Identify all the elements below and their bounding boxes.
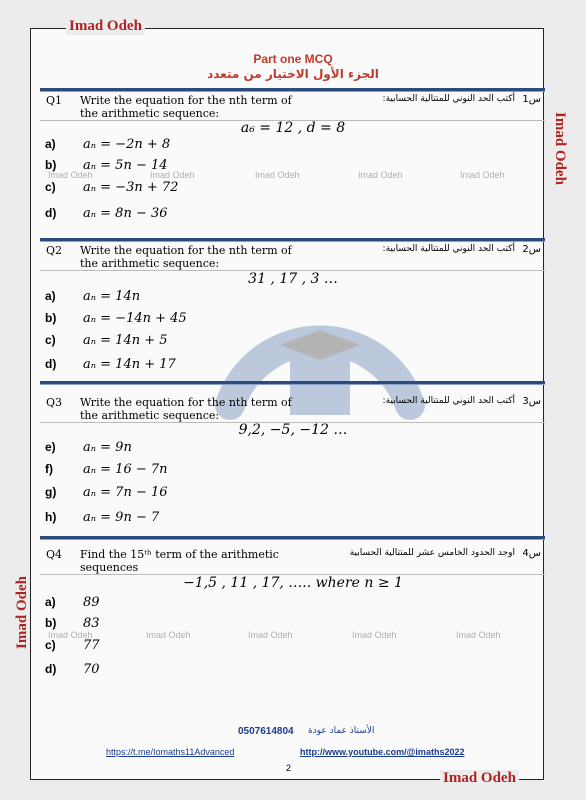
question-given: 31 , 17 , 3 … (248, 271, 338, 287)
watermark-text: Imad Odeh (150, 170, 195, 180)
option-expression: aₙ = 14n + 5 (83, 333, 168, 348)
question-given: −1,5 , 11 , 17, ….. where n ≥ 1 (183, 575, 403, 591)
watermark-text: Imad Odeh (146, 630, 191, 640)
watermark-text: Imad Odeh (48, 170, 93, 180)
option-expression: 83 (83, 616, 100, 631)
question-number: Q4 (46, 548, 63, 561)
option[interactable] (45, 510, 159, 525)
option-expression: 77 (83, 638, 100, 653)
watermark-top: Imad Odeh (66, 18, 145, 35)
question-text-en: Write the equation for the nth term of the arithmetic sequence: (80, 396, 292, 422)
question-number-ar: س2 (522, 244, 541, 255)
option-letter: d) (45, 357, 57, 371)
footer-phone: 0507614804 (238, 726, 294, 737)
watermark-text: Imad Odeh (352, 630, 397, 640)
option[interactable] (45, 462, 168, 477)
option-letter: e) (45, 440, 56, 454)
watermark-text: Imad Odeh (358, 170, 403, 180)
question-number-ar: س1 (522, 94, 541, 105)
question-text-en: Find the 15ᵗʰ term of the arithmetic sequences (80, 548, 279, 574)
question-number: Q2 (46, 244, 63, 257)
watermark-text: Imad Odeh (48, 630, 93, 640)
question-text-ar: أكتب الحد النوني للمتتالية الحسابية: (382, 94, 515, 104)
option-expression: aₙ = 16 − 7n (83, 462, 168, 477)
watermark-text: Imad Odeh (456, 630, 501, 640)
watermark-text: Imad Odeh (248, 630, 293, 640)
option[interactable] (45, 440, 132, 455)
section-title-ar: الجزء الأول الاختيار من متعدد (207, 67, 379, 81)
option-expression: aₙ = 14n + 17 (83, 357, 176, 372)
option-expression: aₙ = −14n + 45 (83, 311, 187, 326)
question-text-en: Write the equation for the nth term of the arithmetic sequence: (80, 244, 292, 270)
question-divider (40, 536, 545, 540)
option-letter: c) (45, 333, 56, 347)
youtube-link[interactable]: http://www.youtube.com/@imaths2022 (300, 747, 465, 757)
question-text-ar: أكتب الحد النوني للمتتالية الحسابية: (382, 244, 515, 254)
option[interactable] (45, 333, 168, 348)
question-given: 9,2, −5, −12 … (238, 422, 348, 438)
option-letter: c) (45, 638, 56, 652)
question-given: a₆ = 12 , d = 8 (240, 120, 346, 136)
option[interactable] (45, 616, 100, 631)
question-header-4 (40, 546, 545, 575)
question-header-3 (40, 394, 545, 423)
option[interactable] (45, 206, 168, 221)
option-letter: b) (45, 311, 57, 325)
watermark-right: Imad Odeh (552, 112, 568, 185)
question-number: Q1 (46, 94, 63, 107)
question-divider (40, 381, 545, 385)
option[interactable] (45, 311, 187, 326)
option-expression: aₙ = 5n − 14 (83, 158, 168, 173)
option-expression: aₙ = 9n (83, 440, 132, 455)
watermark-left: Imad Odeh (14, 576, 30, 649)
option[interactable] (45, 180, 178, 195)
option-letter: a) (45, 137, 56, 151)
option-letter: g) (45, 485, 57, 499)
option-expression: aₙ = 8n − 36 (83, 206, 168, 221)
option-letter: f) (45, 462, 53, 476)
option-letter: a) (45, 289, 56, 303)
option-letter: d) (45, 662, 57, 676)
option-letter: b) (45, 158, 57, 172)
footer-teacher-name: الأستاذ عماد عودة (308, 726, 375, 736)
option-letter: d) (45, 206, 57, 220)
question-number-ar: س3 (522, 396, 541, 407)
option-letter: a) (45, 595, 56, 609)
question-header-1 (40, 92, 545, 121)
option-expression: aₙ = 9n − 7 (83, 510, 160, 525)
option-letter: b) (45, 616, 57, 630)
telegram-link[interactable]: https://t.me/Iomaths11Advanced (106, 747, 235, 757)
option-expression: aₙ = 14n (83, 289, 141, 304)
question-text-ar: اوجد الحدود الخامس عشر للمتتالية الحسابية (349, 548, 515, 558)
option[interactable] (45, 595, 100, 610)
watermark-text: Imad Odeh (460, 170, 505, 180)
question-header-2 (40, 242, 545, 271)
watermark-text: Imad Odeh (255, 170, 300, 180)
question-text-ar: أكتب الحد النوني للمتتالية الحسابية: (382, 396, 515, 406)
option-expression: aₙ = −2n + 8 (83, 137, 171, 152)
question-number-ar: س4 (522, 548, 541, 559)
option-letter: c) (45, 180, 56, 194)
option-expression: 70 (83, 662, 100, 677)
option[interactable] (45, 485, 168, 500)
option[interactable] (45, 357, 176, 372)
question-text-en: Write the equation for the nth term of the arithmetic sequence: (80, 94, 292, 120)
option-expression: aₙ = −3n + 72 (83, 180, 179, 195)
option[interactable] (45, 289, 140, 304)
option[interactable] (45, 137, 170, 152)
option-letter: h) (45, 510, 57, 524)
section-title-en: Part one MCQ (253, 52, 333, 66)
option-expression: 89 (83, 595, 100, 610)
question-number: Q3 (46, 396, 63, 409)
option[interactable] (45, 662, 100, 677)
option-expression: aₙ = 7n − 16 (83, 485, 168, 500)
page-number: 2 (286, 763, 292, 773)
watermark-bottom: Imad Odeh (440, 770, 519, 787)
option[interactable] (45, 638, 100, 653)
